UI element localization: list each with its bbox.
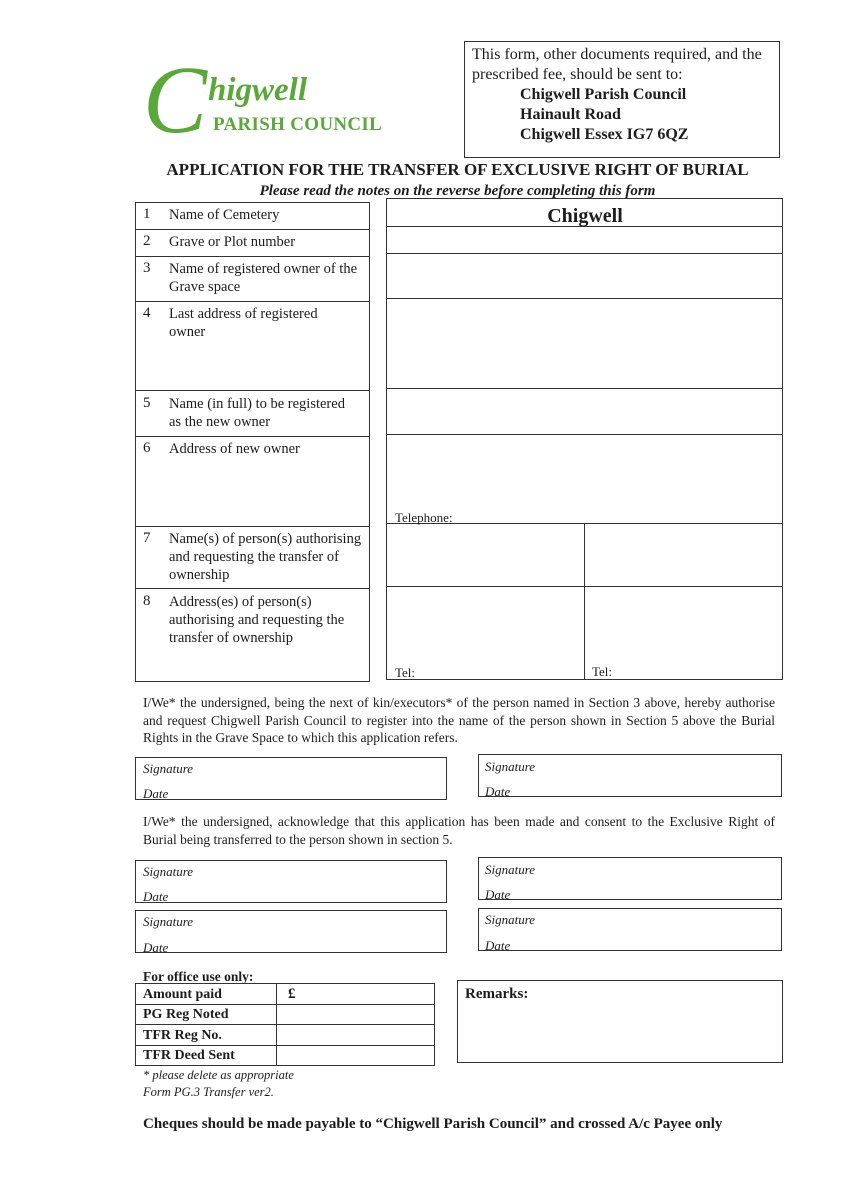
signature-label: Signature — [485, 759, 536, 774]
telephone-label: Telephone: — [395, 510, 453, 525]
send-to-line-2: Hainault Road — [520, 106, 621, 123]
declaration-next-of-kin: I/We* the undersigned, being the next of kin/executors* of the person named in Section 3 above, hereby authorise and request Chigwell Parish Council to register into the name of the person shown in Section 5 above the Burial Rights in the Grave Space to which this application refers. — [143, 695, 775, 745]
office-use-title: For office use only: — [143, 969, 254, 984]
date-label: Date — [143, 940, 169, 955]
declaration-consent: I/We* the undersigned, acknowledge that this application has been made and consent to the Exclusive Right of Burial being transferred to the person shown in section 5. — [143, 814, 775, 847]
cheques-note: Cheques should be made payable to “Chigwell Parish Council” and crossed A/c Payee only — [143, 1116, 723, 1132]
answer-authoriser-name-1[interactable] — [388, 525, 583, 585]
question-label-3: Name of registered owner of the Grave space — [169, 261, 358, 295]
footnote-form-id: Form PG.3 Transfer ver2. — [143, 1085, 274, 1099]
question-label-1: Name of Cemetery — [169, 207, 280, 223]
signature-label: Signature — [143, 864, 194, 879]
tel-label-2: Tel: — [592, 664, 613, 679]
send-to-line-1: Chigwell Parish Council — [520, 86, 687, 103]
signature-label: Signature — [485, 912, 536, 927]
question-number-5: 5 — [143, 395, 151, 411]
logo-initial: C — [143, 46, 208, 153]
question-number-7: 7 — [143, 530, 151, 546]
question-label-6: Address of new owner — [169, 441, 300, 457]
answer-new-owner-name[interactable] — [388, 390, 781, 433]
office-row-amount-paid: Amount paid — [143, 987, 222, 1002]
question-number-2: 2 — [143, 233, 151, 249]
answer-registered-owner[interactable] — [388, 255, 781, 297]
date-label: Date — [143, 786, 169, 801]
tel-label-1: Tel: — [395, 665, 416, 680]
logo-wordmark: higwell — [208, 72, 308, 108]
form-subtitle: Please read the notes on the reverse before completing this form — [259, 183, 656, 199]
send-to-line-3: Chigwell Essex IG7 6QZ — [520, 126, 689, 143]
logo-subtitle: PARISH COUNCIL — [213, 114, 383, 135]
question-label-7: Name(s) of person(s) authorising and requesting the transfer of ownership — [169, 531, 362, 583]
question-label-8: Address(es) of person(s) authorising and requesting the transfer of ownership — [169, 594, 345, 646]
question-number-3: 3 — [143, 260, 151, 276]
signature-label: Signature — [143, 761, 194, 776]
answer-grave-number[interactable] — [388, 228, 781, 252]
footnote-delete: * please delete as appropriate — [143, 1068, 294, 1082]
date-label: Date — [485, 887, 511, 902]
signature-label: Signature — [143, 914, 194, 929]
signature-label: Signature — [485, 862, 536, 877]
office-row-tfr-reg-no: TFR Reg No. — [143, 1028, 222, 1043]
question-number-1: 1 — [143, 206, 151, 222]
question-label-4: Last address of registered owner — [169, 306, 318, 340]
send-to-intro: This form, other documents required, and the prescribed fee, should be sent to: — [472, 46, 762, 83]
date-label: Date — [143, 889, 169, 904]
question-number-8: 8 — [143, 593, 151, 609]
question-number-4: 4 — [143, 305, 151, 321]
date-label: Date — [485, 784, 511, 799]
answer-authoriser-name-2[interactable] — [586, 525, 781, 585]
remarks-label: Remarks: — [465, 986, 529, 1002]
question-label-5: Name (in full) to be registered as the new owner — [169, 396, 345, 430]
currency-symbol: £ — [288, 986, 296, 1002]
question-label-2: Grave or Plot number — [169, 234, 296, 250]
office-row-tfr-deed-sent: TFR Deed Sent — [143, 1048, 235, 1063]
date-label: Date — [485, 938, 511, 953]
question-number-6: 6 — [143, 440, 151, 456]
answer-last-address[interactable] — [388, 300, 781, 386]
form-title: APPLICATION FOR THE TRANSFER OF EXCLUSIVE RIGHT OF BURIAL — [166, 160, 749, 179]
cemetery-value: Chigwell — [547, 205, 623, 227]
office-row-pg-reg-noted: PG Reg Noted — [143, 1007, 229, 1022]
